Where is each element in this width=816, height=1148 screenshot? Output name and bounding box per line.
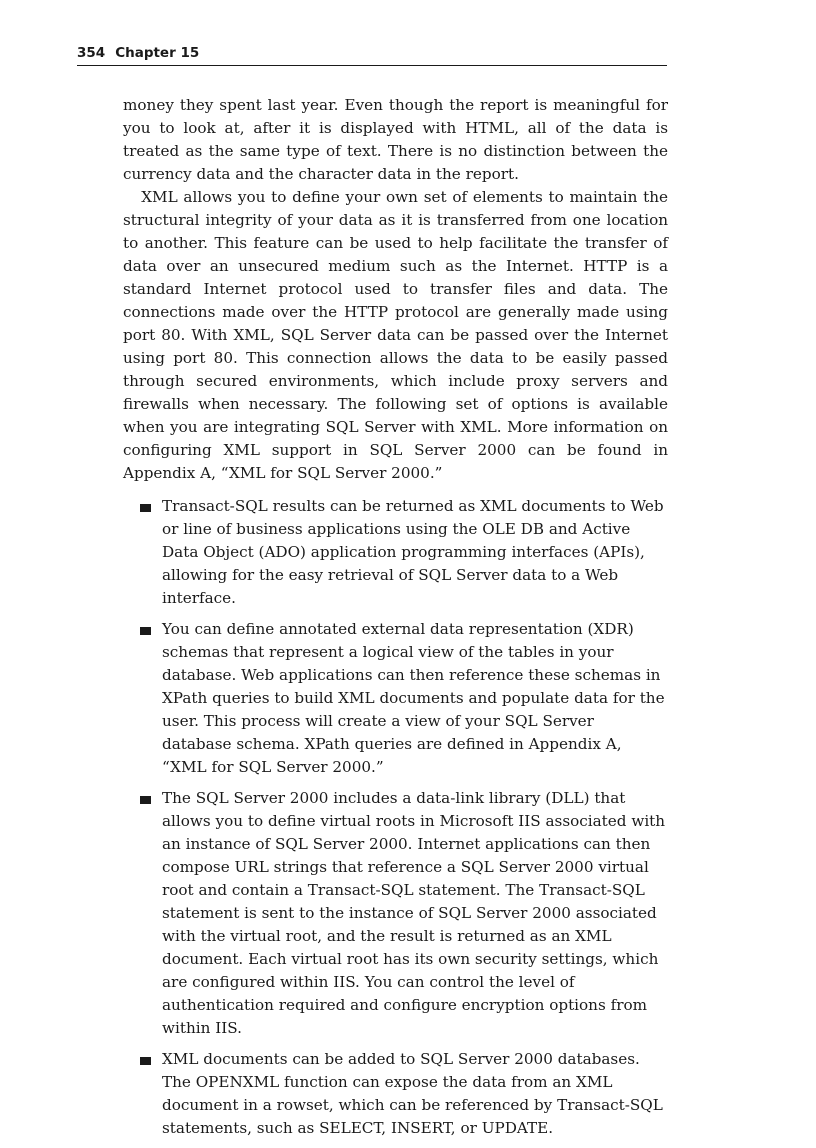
bullet-item [123, 1048, 668, 1140]
bullet-text: The SQL Server 2000 includes a data-link library (DLL) that allows you to define virtual roots in Microsoft IIS associated with an instance of SQL Server 2000. Internet applications can then compose URL strings that reference a SQL Server 2000 virtual root and contain a Transact-SQL statement. The Transact-SQL statement is sent to the instance of SQL Server 2000 associated with the virtual root, and the result is returned as an XML document. Each virtual root has its own security settings, which are configured within IIS. You can control the level of authentication required and configure encryption options from within IIS. [162, 789, 666, 1037]
bullet-text: Transact-SQL results can be returned as XML documents to Web or line of business applications using the OLE DB and Active Data Object (ADO) application programming interfaces (APIs), allowing for the easy retrieval of SQL Server data to a Web interface. [162, 497, 664, 607]
running-header [77, 44, 667, 66]
chapter-title: Chapter 15 [115, 45, 200, 61]
square-bullet-icon [140, 504, 151, 512]
bullet-text: XML documents can be added to SQL Server 2000 databases. The OPENXML function can expose the data from an XML document in a rowset, which can be referenced by Transact-SQL statements, such as SELECT, INSERT, or UPDATE. [162, 1050, 663, 1137]
square-bullet-icon [140, 627, 151, 635]
bullet-item [123, 618, 668, 779]
bullet-item [123, 787, 668, 1040]
square-bullet-icon [140, 796, 151, 804]
paragraph-continued: money they spent last year. Even though the report is meaningful for you to look at, after it is displayed with HTML, all of the data is treated as the same type of text. There is no distinction between the currency data and the character data in the report. [123, 96, 668, 183]
page-number: 354 [77, 45, 106, 61]
bullet-text: You can define annotated external data representation (XDR) schemas that represent a logical view of the tables in your database. Web applications can then reference these schemas in XPath queries to build XML documents and populate data for the user. This process will create a view of your SQL Server database schema. XPath queries are defined in Appendix A, “XML for SQL Server 2000.” [162, 620, 665, 776]
paragraph-xml-intro: XML allows you to define your own set of elements to maintain the structural integrity of your data as it is transferred from one location to another. This feature can be used to help facilitate the transfer of data over an unsecured medium such as the Internet. HTTP is a standard Internet protocol used to transfer files and data. The connections made over the HTTP protocol are generally made using port 80. With XML, SQL Server data can be passed over the Internet using port 80. This connection allows the data to be easily passed through secured environments, which include proxy servers and firewalls when necessary. The following set of options is available when you are integrating SQL Server with XML. More information on configuring XML support in SQL Server 2000 can be found in Appendix A, “XML for SQL Server 2000.” [123, 188, 668, 482]
page-body [123, 94, 668, 1148]
bullet-item [123, 495, 668, 610]
square-bullet-icon [140, 1057, 151, 1065]
bullet-list [123, 495, 668, 1140]
